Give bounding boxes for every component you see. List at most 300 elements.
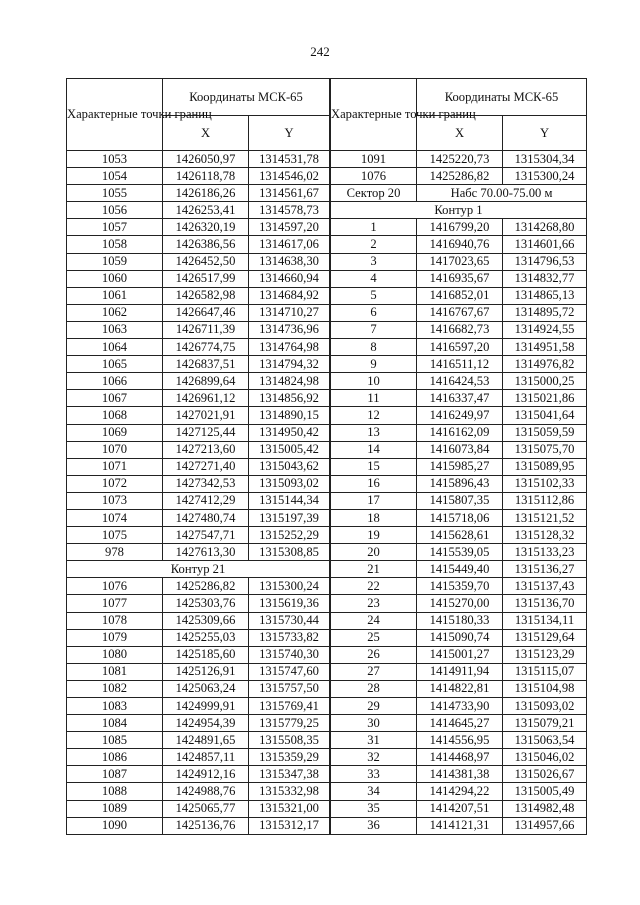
point-number: 1080	[67, 646, 163, 663]
point-number: 31	[331, 732, 417, 749]
table-row	[67, 390, 330, 407]
point-number: 8	[331, 339, 417, 356]
coord-x: 1416682,73	[417, 321, 503, 338]
coord-y: 1315093,02	[503, 698, 587, 715]
point-number: 6	[331, 304, 417, 321]
point-number: 28	[331, 680, 417, 697]
section-label: Контур 21	[67, 561, 330, 578]
coord-y: 1315115,07	[503, 663, 587, 680]
point-number: 15	[331, 458, 417, 475]
point-number: 10	[331, 373, 417, 390]
table-row	[331, 629, 587, 646]
table-row	[67, 441, 330, 458]
coord-y: 1314976,82	[503, 356, 587, 373]
point-number: 978	[67, 544, 163, 561]
coord-y: 1315102,33	[503, 475, 587, 492]
table-row	[67, 168, 330, 185]
coord-y: 1315063,54	[503, 732, 587, 749]
table-row	[67, 715, 330, 732]
point-number: 1065	[67, 356, 163, 373]
point-number: 22	[331, 578, 417, 595]
coord-y: 1315104,98	[503, 680, 587, 697]
coord-x: 1416337,47	[417, 390, 503, 407]
coord-y: 1314617,06	[249, 236, 330, 253]
table-row	[67, 253, 330, 270]
table-row	[331, 441, 587, 458]
coord-y: 1315136,70	[503, 595, 587, 612]
point-number: 35	[331, 800, 417, 817]
table-row	[67, 185, 330, 202]
coord-x: 1427480,74	[163, 509, 249, 526]
coord-y: 1315747,60	[249, 663, 330, 680]
coord-x: 1414381,38	[417, 766, 503, 783]
coord-y: 1315021,86	[503, 390, 587, 407]
point-number: 1076	[331, 168, 417, 185]
coord-y: 1315089,95	[503, 458, 587, 475]
coord-y: 1315121,52	[503, 509, 587, 526]
coord-y: 1315000,25	[503, 373, 587, 390]
coord-x: 1425065,77	[163, 800, 249, 817]
table-row	[67, 561, 330, 578]
point-number: 1059	[67, 253, 163, 270]
coord-y: 1314660,94	[249, 270, 330, 287]
header-y: Y	[503, 116, 587, 151]
coord-x: 1416799,20	[417, 219, 503, 236]
coord-y: 1315740,30	[249, 646, 330, 663]
coord-x: 1425220,73	[417, 151, 503, 168]
table-row	[331, 356, 587, 373]
header-x: X	[163, 116, 249, 151]
table-row	[67, 766, 330, 783]
table-row	[67, 424, 330, 441]
table-row	[67, 339, 330, 356]
point-number: 3	[331, 253, 417, 270]
coord-y: 1315079,21	[503, 715, 587, 732]
coord-y: 1315779,25	[249, 715, 330, 732]
table-row	[67, 475, 330, 492]
coord-x: 1415180,33	[417, 612, 503, 629]
coord-x: 1424912,16	[163, 766, 249, 783]
coord-y: 1315136,27	[503, 561, 587, 578]
point-number: 1060	[67, 270, 163, 287]
point-number: 20	[331, 544, 417, 561]
coord-y: 1315359,29	[249, 749, 330, 766]
coord-y: 1315137,43	[503, 578, 587, 595]
header-x: X	[417, 116, 503, 151]
table-row	[67, 407, 330, 424]
point-number: 1066	[67, 373, 163, 390]
table-row	[331, 715, 587, 732]
coord-x: 1427021,91	[163, 407, 249, 424]
coord-x: 1426050,97	[163, 151, 249, 168]
coord-x: 1426118,78	[163, 168, 249, 185]
table-row	[67, 595, 330, 612]
coord-x: 1426837,51	[163, 356, 249, 373]
coord-x: 1414468,97	[417, 749, 503, 766]
coord-x: 1414645,27	[417, 715, 503, 732]
coord-y: 1314710,27	[249, 304, 330, 321]
coord-x: 1424988,76	[163, 783, 249, 800]
point-number: 1082	[67, 680, 163, 697]
table-row	[331, 458, 587, 475]
coord-x: 1425286,82	[417, 168, 503, 185]
point-number: 24	[331, 612, 417, 629]
point-number: 1073	[67, 492, 163, 509]
point-number: 25	[331, 629, 417, 646]
table-row	[67, 698, 330, 715]
coord-y: 1314578,73	[249, 202, 330, 219]
coord-x: 1425309,66	[163, 612, 249, 629]
coord-y: 1315046,02	[503, 749, 587, 766]
coord-y: 1314924,55	[503, 321, 587, 338]
header-y: Y	[249, 116, 330, 151]
coord-y: 1314796,53	[503, 253, 587, 270]
table-row	[67, 151, 330, 168]
coord-x: 1425286,82	[163, 578, 249, 595]
table-row	[67, 373, 330, 390]
coord-y: 1314957,66	[503, 817, 587, 834]
point-number: 1086	[67, 749, 163, 766]
point-number: 1056	[67, 202, 163, 219]
point-number: 1072	[67, 475, 163, 492]
coord-y: 1315005,42	[249, 441, 330, 458]
point-number: 1087	[67, 766, 163, 783]
coord-x: 1416940,76	[417, 236, 503, 253]
coord-y: 1315128,32	[503, 527, 587, 544]
point-number: 9	[331, 356, 417, 373]
table-row	[331, 800, 587, 817]
coord-x: 1417023,65	[417, 253, 503, 270]
coord-x: 1427412,29	[163, 492, 249, 509]
point-number: 1061	[67, 287, 163, 304]
table-row	[331, 749, 587, 766]
table-row	[67, 800, 330, 817]
coord-x: 1425136,76	[163, 817, 249, 834]
coord-y: 1315123,29	[503, 646, 587, 663]
table-row	[331, 424, 587, 441]
point-number: 1076	[67, 578, 163, 595]
table-row	[67, 527, 330, 544]
table-row	[331, 595, 587, 612]
point-number: 1055	[67, 185, 163, 202]
point-number: 1074	[67, 509, 163, 526]
coord-x: 1425063,24	[163, 680, 249, 697]
table-row	[331, 492, 587, 509]
coord-x: 1427271,40	[163, 458, 249, 475]
point-number: 30	[331, 715, 417, 732]
table-row	[331, 612, 587, 629]
coord-x: 1426386,56	[163, 236, 249, 253]
coord-x: 1414733,90	[417, 698, 503, 715]
point-number: 21	[331, 561, 417, 578]
coord-y: 1315757,50	[249, 680, 330, 697]
coord-y: 1314546,02	[249, 168, 330, 185]
table-row	[331, 783, 587, 800]
coord-x: 1425303,76	[163, 595, 249, 612]
coord-x: 1424954,39	[163, 715, 249, 732]
table-row	[67, 458, 330, 475]
point-number: 1083	[67, 698, 163, 715]
point-number: 1081	[67, 663, 163, 680]
coord-y: 1315133,23	[503, 544, 587, 561]
table-row	[67, 663, 330, 680]
point-number: 1054	[67, 168, 163, 185]
table-row	[67, 817, 330, 834]
coord-x: 1415718,06	[417, 509, 503, 526]
coord-x: 1415896,43	[417, 475, 503, 492]
table-row	[67, 270, 330, 287]
coord-x: 1426517,99	[163, 270, 249, 287]
coord-y: 1315197,39	[249, 509, 330, 526]
point-number: 4	[331, 270, 417, 287]
point-number: 1089	[67, 800, 163, 817]
table-row	[67, 356, 330, 373]
table-row	[67, 219, 330, 236]
header-coords: Координаты МСК-65	[163, 79, 330, 116]
sector-elevation-note: Набс 70.00-75.00 м	[417, 185, 587, 202]
coord-y: 1314764,98	[249, 339, 330, 356]
table-row	[331, 253, 587, 270]
table-row	[331, 509, 587, 526]
table-row	[67, 629, 330, 646]
coord-x: 1414121,31	[417, 817, 503, 834]
table-row	[331, 151, 587, 168]
coord-y: 1314856,92	[249, 390, 330, 407]
coord-y: 1315769,41	[249, 698, 330, 715]
coord-y: 1314890,15	[249, 407, 330, 424]
table-row	[67, 749, 330, 766]
coord-y: 1315093,02	[249, 475, 330, 492]
section-label: Контур 1	[331, 202, 587, 219]
table-row	[331, 339, 587, 356]
table-row	[331, 168, 587, 185]
coord-x: 1415985,27	[417, 458, 503, 475]
coord-y: 1315026,67	[503, 766, 587, 783]
point-number: 1064	[67, 339, 163, 356]
coord-x: 1414556,95	[417, 732, 503, 749]
coord-y: 1315347,38	[249, 766, 330, 783]
point-number: 18	[331, 509, 417, 526]
coord-x: 1414822,81	[417, 680, 503, 697]
coord-y: 1314832,77	[503, 270, 587, 287]
point-number: 1068	[67, 407, 163, 424]
table-row	[67, 304, 330, 321]
table-row	[67, 321, 330, 338]
point-number: 36	[331, 817, 417, 834]
coord-x: 1427613,30	[163, 544, 249, 561]
point-number: 29	[331, 698, 417, 715]
point-number: 1078	[67, 612, 163, 629]
table-row	[331, 407, 587, 424]
table-row	[331, 732, 587, 749]
coord-x: 1416249,97	[417, 407, 503, 424]
coord-x: 1414294,22	[417, 783, 503, 800]
coord-x: 1416073,84	[417, 441, 503, 458]
point-number: 19	[331, 527, 417, 544]
coord-y: 1315321,00	[249, 800, 330, 817]
table-row	[67, 732, 330, 749]
point-number: 12	[331, 407, 417, 424]
table-row	[331, 287, 587, 304]
point-number: 32	[331, 749, 417, 766]
coord-y: 1315733,82	[249, 629, 330, 646]
point-number: 26	[331, 646, 417, 663]
coord-y: 1315134,11	[503, 612, 587, 629]
point-number: 1070	[67, 441, 163, 458]
coord-y: 1314736,96	[249, 321, 330, 338]
table-row	[331, 373, 587, 390]
coord-x: 1426711,39	[163, 321, 249, 338]
coord-x: 1427547,71	[163, 527, 249, 544]
coord-y: 1315619,36	[249, 595, 330, 612]
coord-x: 1416424,53	[417, 373, 503, 390]
coord-y: 1314601,66	[503, 236, 587, 253]
point-number: 11	[331, 390, 417, 407]
point-number: 7	[331, 321, 417, 338]
coord-x: 1414911,94	[417, 663, 503, 680]
point-number: 1067	[67, 390, 163, 407]
coord-x: 1416767,67	[417, 304, 503, 321]
header-coords: Координаты МСК-65	[417, 79, 587, 116]
table-row	[331, 475, 587, 492]
coord-y: 1314561,67	[249, 185, 330, 202]
coord-x: 1426961,12	[163, 390, 249, 407]
coord-x: 1416935,67	[417, 270, 503, 287]
point-number: 1071	[67, 458, 163, 475]
table-row	[67, 236, 330, 253]
table-row	[67, 646, 330, 663]
coord-y: 1314531,78	[249, 151, 330, 168]
coord-x: 1415539,05	[417, 544, 503, 561]
table-row	[331, 390, 587, 407]
coord-y: 1315304,34	[503, 151, 587, 168]
page-number: 242	[310, 44, 330, 59]
coord-y: 1314982,48	[503, 800, 587, 817]
coord-y: 1315252,29	[249, 527, 330, 544]
coord-x: 1427213,60	[163, 441, 249, 458]
coord-x: 1426452,50	[163, 253, 249, 270]
coord-x: 1424999,91	[163, 698, 249, 715]
coord-y: 1314597,20	[249, 219, 330, 236]
coord-y: 1315332,98	[249, 783, 330, 800]
coord-y: 1314824,98	[249, 373, 330, 390]
coord-y: 1314865,13	[503, 287, 587, 304]
coord-y: 1315043,62	[249, 458, 330, 475]
coord-x: 1426774,75	[163, 339, 249, 356]
point-number: 33	[331, 766, 417, 783]
table-row	[331, 270, 587, 287]
table-row	[331, 663, 587, 680]
coord-x: 1425126,91	[163, 663, 249, 680]
point-number: 2	[331, 236, 417, 253]
point-number: 1062	[67, 304, 163, 321]
coord-y: 1315112,86	[503, 492, 587, 509]
coord-y: 1315129,64	[503, 629, 587, 646]
coord-x: 1426647,46	[163, 304, 249, 321]
table-row	[67, 680, 330, 697]
coord-y: 1314951,58	[503, 339, 587, 356]
coord-y: 1315005,49	[503, 783, 587, 800]
table-row	[331, 561, 587, 578]
table-row	[331, 544, 587, 561]
coord-x: 1415807,35	[417, 492, 503, 509]
coord-x: 1427125,44	[163, 424, 249, 441]
coord-x: 1415449,40	[417, 561, 503, 578]
coord-x: 1416852,01	[417, 287, 503, 304]
table-row	[67, 287, 330, 304]
left-coordinates-table	[66, 78, 330, 835]
coord-x: 1424891,65	[163, 732, 249, 749]
table-row	[331, 698, 587, 715]
point-number: 27	[331, 663, 417, 680]
coord-y: 1314895,72	[503, 304, 587, 321]
coord-y: 1315144,34	[249, 492, 330, 509]
point-number: 14	[331, 441, 417, 458]
table-row	[331, 527, 587, 544]
point-number: 17	[331, 492, 417, 509]
coord-x: 1416511,12	[417, 356, 503, 373]
coord-y: 1315300,24	[503, 168, 587, 185]
point-number: 1053	[67, 151, 163, 168]
table-row	[331, 202, 587, 219]
table-row	[331, 236, 587, 253]
point-number: 1057	[67, 219, 163, 236]
point-number: 1085	[67, 732, 163, 749]
coord-x: 1425255,03	[163, 629, 249, 646]
coord-x: 1415359,70	[417, 578, 503, 595]
point-number: 1077	[67, 595, 163, 612]
table-row	[67, 578, 330, 595]
coord-y: 1315730,44	[249, 612, 330, 629]
table-row	[331, 321, 587, 338]
coord-x: 1416162,09	[417, 424, 503, 441]
coord-y: 1315041,64	[503, 407, 587, 424]
coord-x: 1425185,60	[163, 646, 249, 663]
table-row	[67, 544, 330, 561]
coord-y: 1315312,17	[249, 817, 330, 834]
table-row	[67, 783, 330, 800]
point-number: 23	[331, 595, 417, 612]
coord-y: 1314950,42	[249, 424, 330, 441]
coord-x: 1424857,11	[163, 749, 249, 766]
table-row	[331, 304, 587, 321]
point-number: 13	[331, 424, 417, 441]
table-row	[331, 185, 587, 202]
table-row	[331, 578, 587, 595]
point-number: 1090	[67, 817, 163, 834]
point-number: 1084	[67, 715, 163, 732]
coord-x: 1427342,53	[163, 475, 249, 492]
coord-y: 1315508,35	[249, 732, 330, 749]
coord-y: 1314794,32	[249, 356, 330, 373]
coord-x: 1415090,74	[417, 629, 503, 646]
coord-y: 1314684,92	[249, 287, 330, 304]
point-number: 1058	[67, 236, 163, 253]
table-row	[331, 766, 587, 783]
point-number: 1079	[67, 629, 163, 646]
coord-y: 1315308,85	[249, 544, 330, 561]
coord-x: 1426899,64	[163, 373, 249, 390]
header-points: Характерные точки границ	[331, 79, 417, 151]
coord-x: 1415270,00	[417, 595, 503, 612]
point-number: 1063	[67, 321, 163, 338]
table-row	[331, 680, 587, 697]
coord-x: 1414207,51	[417, 800, 503, 817]
coord-x: 1416597,20	[417, 339, 503, 356]
sector-label: Сектор 20	[331, 185, 417, 202]
header-points: Характерные точки границ	[67, 79, 163, 151]
coord-x: 1426186,26	[163, 185, 249, 202]
